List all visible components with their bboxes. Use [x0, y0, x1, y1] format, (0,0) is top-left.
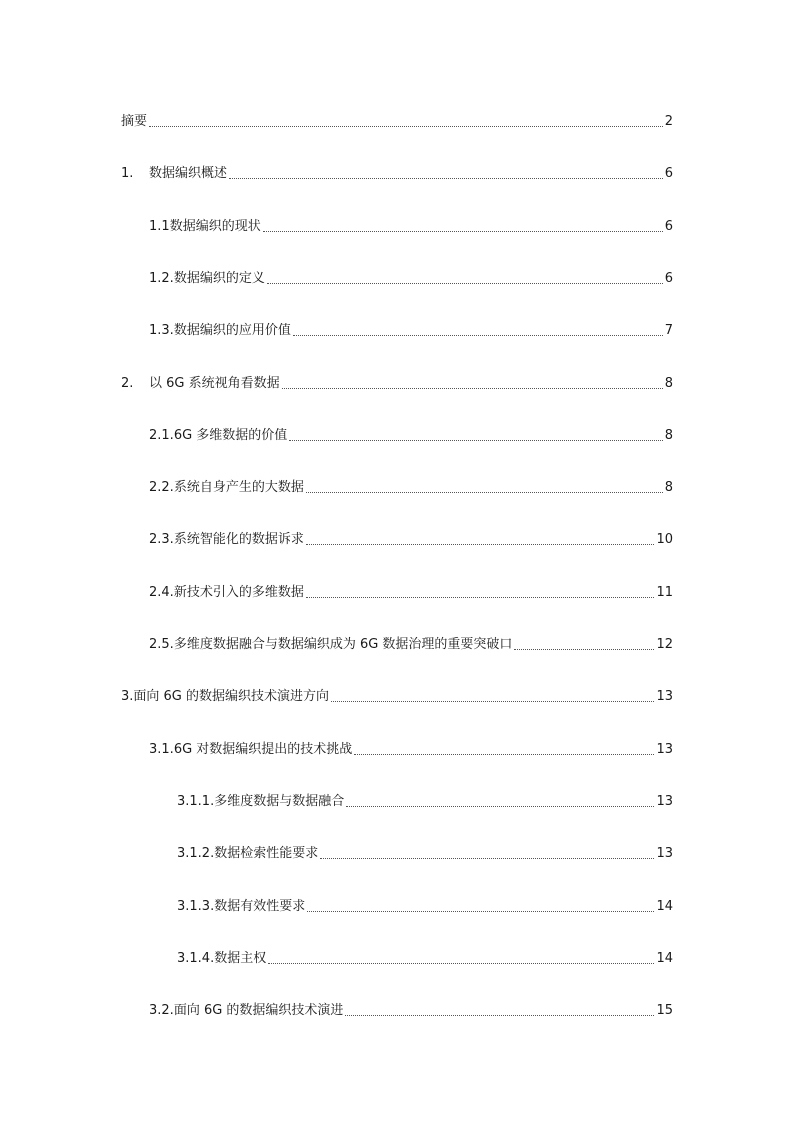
toc-dot-leader	[306, 544, 655, 545]
toc-entry-title: 6G 对数据编织提出的技术挑战	[173, 741, 353, 757]
toc-entry-title: 6G 多维数据的价值	[173, 427, 288, 443]
toc-entry-title: 新技术引入的多维数据	[173, 584, 304, 600]
toc-dot-leader	[267, 283, 663, 284]
toc-entry[interactable]	[149, 213, 673, 235]
toc-entry-number: 3.1.2.	[177, 846, 215, 862]
toc-dot-leader	[514, 649, 654, 650]
toc-entry-number: 3.1.3.	[177, 898, 215, 914]
toc-entry-title: 数据检索性能要求	[214, 846, 319, 862]
toc-entry-title: 数据编织概述	[149, 166, 228, 182]
toc-entry[interactable]	[121, 160, 673, 182]
toc-entry-number: 1.	[121, 166, 134, 182]
toc-entry-page-number: 8	[664, 427, 673, 443]
toc-dot-leader	[354, 754, 654, 755]
toc-dot-leader	[345, 1015, 654, 1016]
toc-entry-number: 1.3.	[149, 323, 174, 339]
toc-dot-leader	[289, 440, 662, 441]
toc-entry-page-number: 8	[664, 480, 673, 496]
toc-entry-page-number: 10	[656, 532, 673, 548]
toc-entry-title: 数据有效性要求	[214, 898, 306, 914]
toc-dot-leader	[282, 388, 663, 389]
toc-entry-number: 1.1	[149, 218, 170, 234]
toc-entry-page-number: 11	[656, 584, 673, 600]
toc-entry-title: 多维度数据与数据融合	[214, 793, 345, 809]
toc-dot-leader	[307, 911, 654, 912]
toc-entry-title: 数据编织的应用价值	[173, 323, 291, 339]
toc-dot-leader	[306, 597, 655, 598]
toc-entry[interactable]	[177, 893, 673, 915]
toc-dot-leader	[268, 963, 654, 964]
toc-dot-leader	[320, 858, 654, 859]
toc-dot-leader	[229, 178, 663, 179]
toc-entry-page-number: 14	[656, 898, 673, 914]
toc-entry[interactable]	[121, 370, 673, 392]
toc-entry-title: 以 6G 系统视角看数据	[149, 375, 280, 391]
toc-dot-leader	[346, 806, 654, 807]
toc-entry-title: 面向 6G 的数据编织技术演进	[173, 1003, 344, 1019]
toc-entry-page-number: 13	[656, 846, 673, 862]
toc-entry-number: 2.	[121, 375, 134, 391]
toc-entry[interactable]	[149, 422, 673, 444]
toc-entry-page-number: 13	[656, 793, 673, 809]
toc-entry-page-number: 6	[664, 166, 673, 182]
toc-entry[interactable]	[149, 736, 673, 758]
toc-entry-page-number: 12	[656, 637, 673, 652]
toc-entry-page-number: 6	[664, 218, 673, 234]
toc-entry-number: 2.1.	[149, 427, 174, 443]
toc-entry[interactable]	[121, 108, 673, 130]
toc-entry-title: 系统自身产生的大数据	[173, 480, 304, 496]
toc-entry[interactable]	[177, 840, 673, 862]
toc-entry-number: 1.2.	[149, 270, 174, 286]
toc-entry[interactable]	[149, 579, 673, 601]
toc-entry[interactable]	[149, 526, 673, 548]
toc-entry-number: 3.1.4.	[177, 950, 215, 966]
toc-entry[interactable]	[121, 683, 673, 705]
toc-entry-title: 摘要	[121, 114, 148, 129]
toc-dot-leader	[306, 492, 663, 493]
toc-entry-number: 2.2.	[149, 480, 174, 496]
toc-entry-title: 数据主权	[214, 950, 267, 966]
toc-entry[interactable]	[149, 474, 673, 496]
toc-dot-leader	[263, 231, 663, 232]
toc-entry-number: 2.4.	[149, 584, 174, 600]
toc-entry-page-number: 7	[664, 323, 673, 339]
toc-entry-page-number: 8	[664, 375, 673, 391]
toc-entry-page-number: 13	[656, 741, 673, 757]
toc-entry-number: 2.5.	[149, 637, 174, 652]
toc-entry-page-number: 14	[656, 950, 673, 966]
toc-entry-number: 3.1.1.	[177, 793, 215, 809]
toc-entry-page-number: 15	[656, 1003, 673, 1019]
toc-entry-title: 数据编织的定义	[173, 270, 265, 286]
toc-entry-title: 多维度数据融合与数据编织成为 6G 数据治理的重要突破口	[173, 637, 513, 652]
toc-dot-leader	[293, 335, 663, 336]
toc-entry-page-number: 6	[664, 270, 673, 286]
toc-entry[interactable]	[149, 317, 673, 339]
toc-entry-number: 3.1.	[149, 741, 174, 757]
toc-dot-leader	[149, 126, 663, 127]
toc-entry-title: 面向 6G 的数据编织技术演进方向	[133, 689, 330, 705]
toc-entry-number: 2.3.	[149, 532, 174, 548]
toc-entry-number: 3.2.	[149, 1003, 174, 1019]
toc-entry-page-number: 13	[656, 689, 673, 705]
toc-entry-title: 系统智能化的数据诉求	[173, 532, 304, 548]
toc-entry[interactable]	[149, 997, 673, 1019]
toc-entry[interactable]	[177, 788, 673, 810]
toc-entry-number: 3.	[121, 689, 134, 705]
toc-entry[interactable]	[149, 631, 673, 653]
toc-entry-title: 数据编织的现状	[169, 218, 261, 234]
toc-entry[interactable]	[177, 945, 673, 967]
toc-dot-leader	[331, 701, 654, 702]
toc-entry-page-number: 2	[664, 114, 673, 129]
toc-entry[interactable]	[149, 265, 673, 287]
